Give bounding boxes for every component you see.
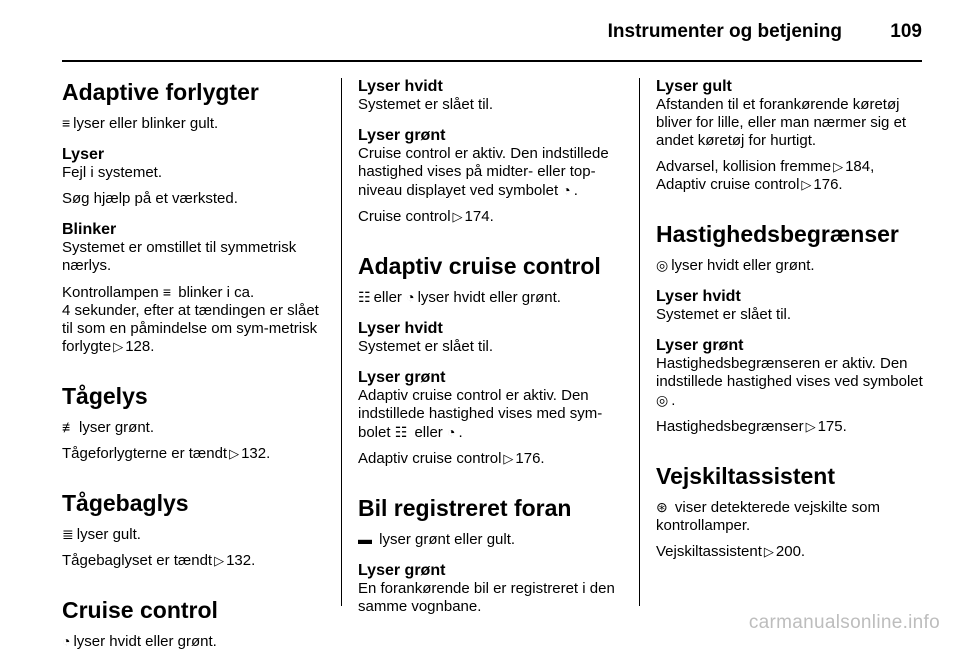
cruise-control-icon: ◔ — [446, 424, 456, 440]
page-ref-arrow-icon: ▷ — [214, 553, 225, 568]
page-ref[interactable]: 132. — [241, 445, 271, 462]
page-ref[interactable]: 175. — [817, 418, 847, 435]
paragraph: ≣ lyser gult. — [62, 526, 141, 543]
paragraph: ☷ eller ◔ lyser hvidt eller grønt. — [358, 289, 561, 306]
column-2 — [358, 78, 628, 616]
page-ref-arrow-icon: ▷ — [763, 544, 774, 559]
page-ref[interactable]: 132. — [226, 552, 256, 569]
paragraph: Systemet er slået til. — [358, 96, 494, 113]
vehicle-ahead-icon: ▬ — [358, 531, 372, 547]
heading-adaptive-headlights: Adaptive forlygter — [62, 79, 259, 105]
paragraph: En forankørende bil er registreret i den samme vognbane. — [358, 580, 615, 615]
headlight-icon: ≡ — [162, 284, 172, 300]
heading-fog-lights: Tågelys — [62, 383, 148, 409]
paragraph: Tågeforlygterne er tændt ▷ 132. — [62, 445, 271, 462]
header-title: Instrumenter og betjening — [607, 21, 842, 42]
column-3 — [656, 78, 926, 561]
page-ref[interactable]: 176. — [515, 450, 545, 467]
traffic-sign-icon: ⊛ — [656, 499, 668, 515]
paragraph: Cruise control ▷ 174. — [358, 208, 494, 225]
rear-fog-icon: ≣ — [62, 526, 74, 542]
cruise-control-icon: ◔ — [406, 289, 415, 305]
subheading: Lyser hvidt — [656, 288, 741, 305]
front-fog-icon: ≢ — [62, 419, 76, 435]
subheading: Lyser grønt — [656, 337, 744, 354]
page-ref-arrow-icon: ▷ — [452, 209, 463, 224]
paragraph: ◎ lyser hvidt eller grønt. — [656, 257, 815, 274]
heading-traffic-sign-assistant: Vejskiltassistent — [656, 463, 835, 489]
cruise-control-icon: ◔ — [562, 182, 571, 198]
adaptive-cruise-icon: ☷ — [358, 289, 371, 305]
paragraph: Kontrollampen ≡ blinker i ca. 4 sekunder, efter at tændingen er slået til som en påmindelse om sym-metrisk forlygte ▷ 128. — [62, 284, 319, 355]
page-ref[interactable]: 128. — [125, 338, 155, 355]
paragraph: Advarsel, kollision fremme ▷ 184, Adaptiv cruise control ▷ 176. — [656, 158, 875, 193]
page-ref[interactable]: 176. — [813, 176, 843, 193]
paragraph: ◔ lyser hvidt eller grønt. — [62, 633, 217, 650]
page-ref-arrow-icon: ▷ — [229, 446, 240, 461]
paragraph: Fejl i systemet. — [62, 164, 163, 181]
paragraph: Afstanden til et forankørende køretøj bliver for lille, eller man nærmer sig et andet køretøj for hurtigt. — [656, 96, 907, 149]
paragraph: Systemet er slået til. — [656, 306, 792, 323]
column-1 — [62, 78, 330, 651]
paragraph: ≡ lyser eller blinker gult. — [62, 115, 219, 132]
header-rule — [62, 60, 922, 62]
paragraph: ⊛ viser detekterede vejskilte som kontrollamper. — [656, 499, 880, 534]
paragraph: Søg hjælp på et værksted. — [62, 190, 238, 207]
subheading: Lyser grønt — [358, 562, 446, 579]
page-ref-arrow-icon: ▷ — [833, 159, 844, 174]
page-number: 109 — [890, 21, 922, 42]
subheading: Lyser gult — [656, 78, 732, 95]
watermark: carmanualsonline.info — [748, 612, 940, 633]
subheading: Lyser grønt — [358, 369, 446, 386]
adaptive-cruise-icon: ☷ — [394, 424, 408, 440]
headlight-icon: ≡ — [62, 115, 71, 131]
paragraph: Systemet er slået til. — [358, 338, 494, 355]
subheading: Lyser — [62, 146, 105, 163]
paragraph: Systemet er omstillet til symmetrisk nærlys. — [62, 239, 297, 274]
page-ref-arrow-icon: ▷ — [113, 339, 124, 354]
page-header — [0, 0, 960, 62]
subheading: Lyser grønt — [358, 127, 446, 144]
page-ref[interactable]: 174. — [464, 208, 494, 225]
heading-adaptive-cruise: Adaptiv cruise control — [358, 253, 601, 279]
page-ref-arrow-icon: ▷ — [801, 177, 812, 192]
paragraph: Vejskiltassistent ▷ 200. — [656, 543, 806, 560]
speed-limiter-icon: ◎ — [656, 257, 669, 273]
paragraph: Hastighedsbegrænser ▷ 175. — [656, 418, 847, 435]
paragraph: Adaptiv cruise control ▷ 176. — [358, 450, 545, 467]
column-divider — [639, 78, 640, 606]
paragraph: ▬ lyser grønt eller gult. — [358, 531, 516, 548]
paragraph: Tågebaglyset er tændt ▷ 132. — [62, 552, 256, 569]
paragraph: Cruise control er aktiv. Den indstillede hastighed vises på midter- eller top-niveau displayet ved symbolet ◔ . — [358, 145, 609, 199]
paragraph: Adaptiv cruise control er aktiv. Den indstillede hastighed vises med sym-bolet ☷ eller ◔ . — [358, 387, 603, 441]
subheading: Lyser hvidt — [358, 320, 443, 337]
cruise-control-icon: ◔ — [62, 633, 71, 649]
subheading: Blinker — [62, 221, 117, 238]
heading-vehicle-ahead: Bil registreret foran — [358, 495, 572, 521]
column-divider — [341, 78, 342, 606]
page-ref-arrow-icon: ▷ — [503, 451, 514, 466]
paragraph: ≢ lyser grønt. — [62, 419, 155, 436]
heading-rear-fog: Tågebaglys — [62, 490, 189, 516]
page-ref-arrow-icon: ▷ — [805, 419, 816, 434]
page-ref[interactable]: 200. — [775, 543, 806, 560]
heading-cruise-control: Cruise control — [62, 597, 218, 623]
heading-speed-limiter: Hastighedsbegrænser — [656, 221, 899, 247]
page-ref[interactable]: 184, — [845, 158, 875, 175]
speed-limiter-icon: ◎ — [656, 392, 669, 408]
subheading: Lyser hvidt — [358, 78, 443, 95]
paragraph: Hastighedsbegrænseren er aktiv. Den indstillede hastighed vises ved symbolet ◎ . — [656, 355, 923, 409]
